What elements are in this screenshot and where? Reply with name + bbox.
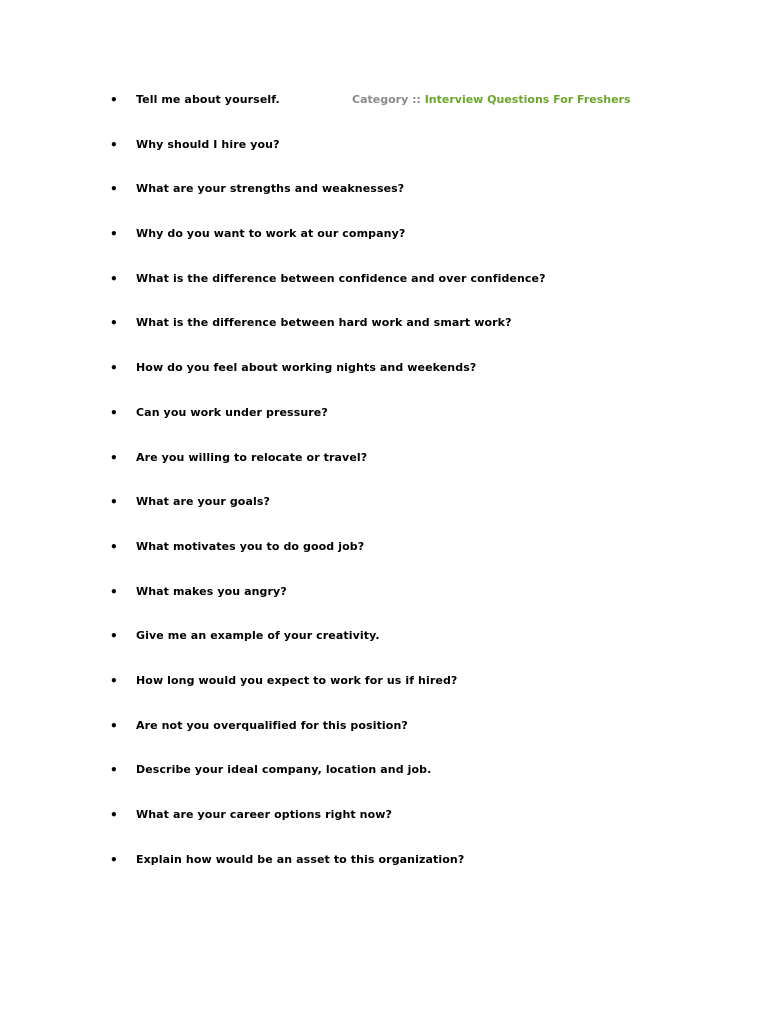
list-item [0,223,768,268]
bullet-icon: • [110,673,118,688]
question-text: Give me an example of your creativity. [136,629,380,643]
question-text: What are your strengths and weaknesses? [136,182,405,196]
list-item [0,357,768,402]
list-item [0,715,768,760]
question-text: Why should I hire you? [136,137,280,151]
question-text: What is the difference between hard work and smart work? [136,316,512,330]
question-text: What motivates you to do good job? [136,539,365,553]
bullet-icon: • [110,629,118,644]
list-item [0,670,768,715]
category-link[interactable]: Interview Questions For Freshers [424,93,631,106]
bullet-icon: • [110,718,118,733]
bullet-icon: • [110,539,118,554]
bullet-icon: • [110,227,118,242]
list-item [0,759,768,804]
question-text: What makes you angry? [136,584,287,598]
list-item [0,402,768,447]
question-text: Explain how would be an asset to this organization? [136,852,465,866]
bullet-icon: • [110,808,118,822]
bullet-icon: • [110,137,118,152]
question-text: Why do you want to work at our company? [136,227,406,241]
bullet-icon: • [110,93,118,107]
question-text: Describe your ideal company, location and job. [136,763,432,777]
list-item [0,491,768,536]
list-item [0,536,768,581]
bullet-icon: • [110,182,118,197]
list-item [0,134,768,179]
bullet-icon: • [110,852,118,867]
category-label: Category :: [352,93,425,106]
question-text: Tell me about yourself. [136,93,280,106]
question-text: What is the difference between confidence and over confidence? [136,271,546,285]
bullet-icon: • [110,316,118,331]
list-item [0,849,768,894]
list-item [0,804,768,849]
question-text: Can you work under pressure? [136,405,328,419]
list-item [0,312,768,357]
question-text: How do you feel about working nights and weekends? [136,361,477,375]
question-text: How long would you expect to work for us if hired? [136,673,458,687]
question-text: Are you willing to relocate or travel? [136,450,368,464]
category-tag [352,90,631,110]
list-item [0,178,768,223]
bullet-icon: • [110,450,118,465]
bullet-icon: • [110,361,118,376]
bullet-icon: • [110,763,118,778]
bullet-icon: • [110,495,118,510]
bullet-icon: • [110,405,118,420]
list-item [0,268,768,313]
list-item [0,625,768,670]
list-item [0,447,768,492]
question-text: What are your goals? [136,495,270,509]
question-text: Are not you overqualified for this position? [136,718,408,732]
bullet-icon: • [110,584,118,599]
question-text: What are your career options right now? [136,808,393,821]
list-item [0,581,768,626]
bullet-icon: • [110,271,118,286]
list-item [0,89,768,134]
question-list [0,89,768,893]
